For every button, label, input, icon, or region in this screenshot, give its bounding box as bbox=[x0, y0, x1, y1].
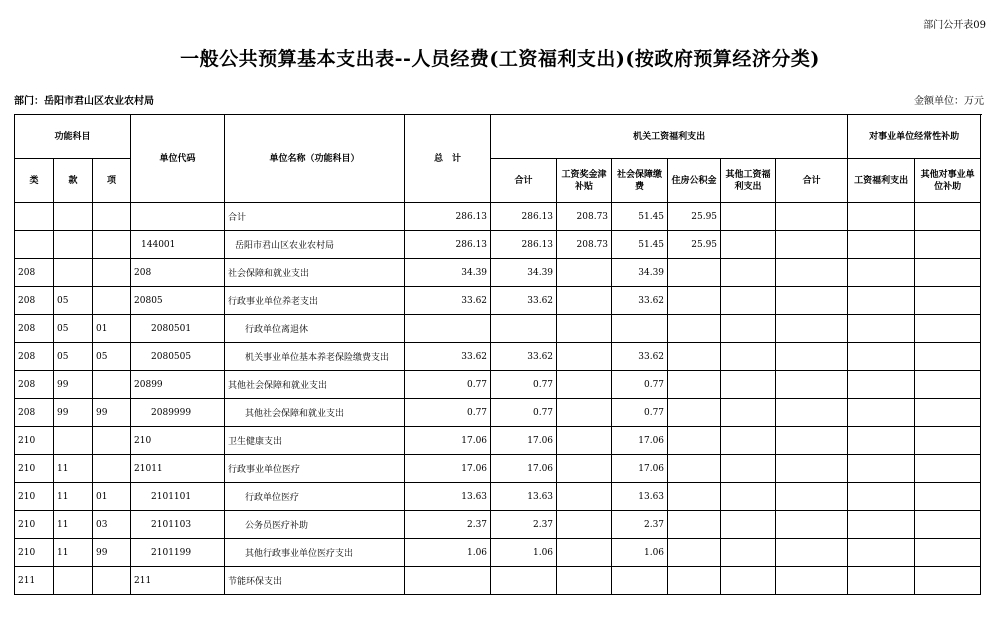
cell-total bbox=[405, 567, 491, 595]
cell-org-bonus: 208.73 bbox=[557, 203, 612, 231]
cell-org-total bbox=[491, 567, 557, 595]
cell-org-total: 2.37 bbox=[491, 511, 557, 539]
cell-org-other bbox=[721, 287, 776, 315]
cell-org-total bbox=[491, 315, 557, 343]
amount-unit-label: 金额单位：万元 bbox=[914, 96, 984, 107]
cell-kuan: 05 bbox=[54, 343, 93, 371]
cell-org-total: 0.77 bbox=[491, 371, 557, 399]
cell-lei: 210 bbox=[15, 483, 54, 511]
header-lei: 类 bbox=[15, 159, 54, 203]
header-org-total: 合计 bbox=[491, 159, 557, 203]
cell-unit-name: 其他行政事业单位医疗支出 bbox=[225, 539, 405, 567]
header-unit-code: 单位代码 bbox=[131, 115, 225, 203]
table-row bbox=[15, 455, 981, 483]
cell-org-housing bbox=[668, 371, 721, 399]
cell-org-total: 0.77 bbox=[491, 399, 557, 427]
cell-kuan: 11 bbox=[54, 483, 93, 511]
cell-org-housing bbox=[668, 511, 721, 539]
cell-org-social: 34.39 bbox=[612, 259, 668, 287]
cell-unit-code: 211 bbox=[131, 567, 225, 595]
cell-org-other bbox=[721, 567, 776, 595]
cell-org-housing bbox=[668, 399, 721, 427]
cell-total bbox=[405, 315, 491, 343]
cell-inst-other bbox=[915, 371, 981, 399]
cell-org-bonus: 208.73 bbox=[557, 231, 612, 259]
cell-org-other bbox=[721, 455, 776, 483]
cell-inst-other bbox=[915, 399, 981, 427]
cell-unit-name: 行政事业单位医疗 bbox=[225, 455, 405, 483]
cell-lei: 208 bbox=[15, 315, 54, 343]
cell-org-housing bbox=[668, 483, 721, 511]
cell-org-social: 13.63 bbox=[612, 483, 668, 511]
cell-lei: 208 bbox=[15, 287, 54, 315]
cell-kuan: 99 bbox=[54, 371, 93, 399]
cell-xiang: 05 bbox=[93, 343, 131, 371]
page-code: 部门公开表09 bbox=[923, 20, 986, 31]
cell-unit-code: 2080505 bbox=[131, 343, 225, 371]
cell-org-total: 17.06 bbox=[491, 455, 557, 483]
cell-org-bonus bbox=[557, 567, 612, 595]
cell-org-social: 17.06 bbox=[612, 455, 668, 483]
cell-org-bonus bbox=[557, 399, 612, 427]
cell-unit-code: 2101103 bbox=[131, 511, 225, 539]
cell-unit-code: 2101199 bbox=[131, 539, 225, 567]
cell-unit-name: 公务员医疗补助 bbox=[225, 511, 405, 539]
cell-inst-total bbox=[776, 203, 848, 231]
cell-org-bonus bbox=[557, 259, 612, 287]
header-org-other: 其他工资福利支出 bbox=[721, 159, 776, 203]
cell-org-other bbox=[721, 203, 776, 231]
cell-xiang bbox=[93, 427, 131, 455]
cell-lei: 210 bbox=[15, 511, 54, 539]
table-row bbox=[15, 399, 981, 427]
cell-xiang bbox=[93, 455, 131, 483]
cell-total: 0.77 bbox=[405, 399, 491, 427]
cell-inst-total bbox=[776, 371, 848, 399]
cell-kuan bbox=[54, 427, 93, 455]
header-inst-total: 合计 bbox=[776, 159, 848, 203]
cell-org-total: 33.62 bbox=[491, 343, 557, 371]
cell-xiang bbox=[93, 287, 131, 315]
cell-org-housing bbox=[668, 427, 721, 455]
cell-xiang bbox=[93, 567, 131, 595]
cell-org-other bbox=[721, 399, 776, 427]
cell-total: 17.06 bbox=[405, 427, 491, 455]
cell-org-housing bbox=[668, 315, 721, 343]
cell-org-bonus bbox=[557, 427, 612, 455]
cell-inst-other bbox=[915, 567, 981, 595]
cell-org-social bbox=[612, 567, 668, 595]
cell-org-housing bbox=[668, 343, 721, 371]
cell-inst-other bbox=[915, 287, 981, 315]
cell-org-social: 0.77 bbox=[612, 371, 668, 399]
table-row bbox=[15, 315, 981, 343]
cell-kuan: 11 bbox=[54, 455, 93, 483]
cell-lei: 208 bbox=[15, 399, 54, 427]
cell-org-bonus bbox=[557, 343, 612, 371]
header-inst-group: 对事业单位经常性补助 bbox=[848, 115, 981, 159]
cell-kuan bbox=[54, 567, 93, 595]
header-org-social: 社会保障缴费 bbox=[612, 159, 668, 203]
cell-org-housing bbox=[668, 287, 721, 315]
cell-kuan: 11 bbox=[54, 511, 93, 539]
cell-unit-name: 其他社会保障和就业支出 bbox=[225, 399, 405, 427]
cell-inst-other bbox=[915, 315, 981, 343]
cell-inst-total bbox=[776, 539, 848, 567]
page-title: 一般公共预算基本支出表--人员经费(工资福利支出)(按政府预算经济分类) bbox=[180, 48, 820, 70]
cell-inst-total bbox=[776, 231, 848, 259]
cell-total: 33.62 bbox=[405, 287, 491, 315]
cell-unit-code: 2089999 bbox=[131, 399, 225, 427]
cell-inst-wage bbox=[848, 427, 915, 455]
cell-xiang: 03 bbox=[93, 511, 131, 539]
cell-org-bonus bbox=[557, 287, 612, 315]
cell-unit-name: 行政单位离退休 bbox=[225, 315, 405, 343]
cell-org-social: 17.06 bbox=[612, 427, 668, 455]
cell-lei: 208 bbox=[15, 259, 54, 287]
cell-org-other bbox=[721, 483, 776, 511]
cell-org-total: 286.13 bbox=[491, 231, 557, 259]
cell-org-bonus bbox=[557, 511, 612, 539]
cell-lei: 208 bbox=[15, 343, 54, 371]
cell-org-housing: 25.95 bbox=[668, 231, 721, 259]
cell-total: 0.77 bbox=[405, 371, 491, 399]
cell-org-total: 34.39 bbox=[491, 259, 557, 287]
cell-unit-name: 行政事业单位养老支出 bbox=[225, 287, 405, 315]
cell-org-social: 2.37 bbox=[612, 511, 668, 539]
cell-inst-total bbox=[776, 567, 848, 595]
cell-inst-wage bbox=[848, 259, 915, 287]
cell-inst-wage bbox=[848, 231, 915, 259]
cell-unit-code: 21011 bbox=[131, 455, 225, 483]
table-row bbox=[15, 371, 981, 399]
cell-lei: 210 bbox=[15, 539, 54, 567]
cell-unit-name: 卫生健康支出 bbox=[225, 427, 405, 455]
cell-unit-name: 合计 bbox=[225, 203, 405, 231]
cell-inst-total bbox=[776, 259, 848, 287]
cell-unit-name: 社会保障和就业支出 bbox=[225, 259, 405, 287]
cell-unit-code: 144001 bbox=[131, 231, 225, 259]
header-org-housing: 住房公积金 bbox=[668, 159, 721, 203]
cell-org-other bbox=[721, 343, 776, 371]
cell-org-social: 0.77 bbox=[612, 399, 668, 427]
header-func-subject: 功能科目 bbox=[15, 115, 131, 159]
cell-total: 2.37 bbox=[405, 511, 491, 539]
cell-lei bbox=[15, 203, 54, 231]
cell-inst-wage bbox=[848, 287, 915, 315]
cell-unit-code: 2101101 bbox=[131, 483, 225, 511]
table-row bbox=[15, 511, 981, 539]
cell-org-bonus bbox=[557, 371, 612, 399]
cell-inst-total bbox=[776, 399, 848, 427]
cell-org-total: 13.63 bbox=[491, 483, 557, 511]
cell-org-social: 1.06 bbox=[612, 539, 668, 567]
header-inst-wage: 工资福利支出 bbox=[848, 159, 915, 203]
cell-unit-code: 2080501 bbox=[131, 315, 225, 343]
cell-inst-wage bbox=[848, 371, 915, 399]
cell-lei: 210 bbox=[15, 427, 54, 455]
cell-kuan: 99 bbox=[54, 399, 93, 427]
header-total: 总 计 bbox=[405, 115, 491, 203]
cell-kuan bbox=[54, 259, 93, 287]
cell-org-other bbox=[721, 511, 776, 539]
budget-table bbox=[14, 114, 981, 595]
cell-org-social: 33.62 bbox=[612, 343, 668, 371]
table-row bbox=[15, 483, 981, 511]
cell-inst-total bbox=[776, 483, 848, 511]
cell-org-other bbox=[721, 231, 776, 259]
cell-unit-code: 208 bbox=[131, 259, 225, 287]
cell-org-social: 51.45 bbox=[612, 203, 668, 231]
cell-xiang: 01 bbox=[93, 483, 131, 511]
cell-inst-wage bbox=[848, 203, 915, 231]
cell-org-total: 286.13 bbox=[491, 203, 557, 231]
cell-org-other bbox=[721, 539, 776, 567]
cell-inst-wage bbox=[848, 315, 915, 343]
cell-inst-total bbox=[776, 511, 848, 539]
cell-org-social: 51.45 bbox=[612, 231, 668, 259]
cell-unit-name: 岳阳市君山区农业农村局 bbox=[225, 231, 405, 259]
cell-org-housing bbox=[668, 567, 721, 595]
cell-inst-wage bbox=[848, 483, 915, 511]
cell-org-bonus bbox=[557, 455, 612, 483]
cell-inst-wage bbox=[848, 399, 915, 427]
cell-inst-other bbox=[915, 427, 981, 455]
cell-org-other bbox=[721, 371, 776, 399]
cell-inst-other bbox=[915, 511, 981, 539]
cell-xiang: 01 bbox=[93, 315, 131, 343]
cell-inst-other bbox=[915, 455, 981, 483]
cell-kuan: 05 bbox=[54, 287, 93, 315]
cell-unit-name: 其他社会保障和就业支出 bbox=[225, 371, 405, 399]
cell-inst-other bbox=[915, 483, 981, 511]
cell-inst-wage bbox=[848, 455, 915, 483]
table-row bbox=[15, 343, 981, 371]
cell-unit-code: 210 bbox=[131, 427, 225, 455]
cell-inst-other bbox=[915, 259, 981, 287]
cell-org-social: 33.62 bbox=[612, 287, 668, 315]
table-body bbox=[15, 203, 981, 595]
table-row bbox=[15, 203, 981, 231]
cell-total: 286.13 bbox=[405, 203, 491, 231]
cell-org-housing: 25.95 bbox=[668, 203, 721, 231]
cell-org-other bbox=[721, 315, 776, 343]
cell-xiang bbox=[93, 259, 131, 287]
cell-inst-total bbox=[776, 315, 848, 343]
cell-org-social bbox=[612, 315, 668, 343]
table-row bbox=[15, 539, 981, 567]
cell-lei: 211 bbox=[15, 567, 54, 595]
cell-kuan: 11 bbox=[54, 539, 93, 567]
cell-total: 17.06 bbox=[405, 455, 491, 483]
cell-inst-other bbox=[915, 343, 981, 371]
table-row bbox=[15, 427, 981, 455]
cell-xiang bbox=[93, 371, 131, 399]
cell-kuan: 05 bbox=[54, 315, 93, 343]
department-label: 部门：岳阳市君山区农业农村局 bbox=[14, 96, 154, 107]
cell-inst-wage bbox=[848, 343, 915, 371]
cell-org-bonus bbox=[557, 483, 612, 511]
cell-total: 34.39 bbox=[405, 259, 491, 287]
header-xiang: 项 bbox=[93, 159, 131, 203]
cell-inst-wage bbox=[848, 511, 915, 539]
cell-total: 33.62 bbox=[405, 343, 491, 371]
cell-inst-other bbox=[915, 231, 981, 259]
cell-org-other bbox=[721, 259, 776, 287]
header-kuan: 款 bbox=[54, 159, 93, 203]
header-org-bonus: 工资奖金津补贴 bbox=[557, 159, 612, 203]
cell-org-bonus bbox=[557, 315, 612, 343]
cell-unit-name: 行政单位医疗 bbox=[225, 483, 405, 511]
cell-total: 13.63 bbox=[405, 483, 491, 511]
cell-inst-total bbox=[776, 455, 848, 483]
cell-kuan bbox=[54, 231, 93, 259]
header-org-group: 机关工资福利支出 bbox=[491, 115, 848, 159]
table-row bbox=[15, 231, 981, 259]
cell-org-housing bbox=[668, 539, 721, 567]
cell-org-total: 17.06 bbox=[491, 427, 557, 455]
cell-xiang bbox=[93, 203, 131, 231]
table-row bbox=[15, 567, 981, 595]
cell-kuan bbox=[54, 203, 93, 231]
cell-inst-total bbox=[776, 427, 848, 455]
cell-total: 286.13 bbox=[405, 231, 491, 259]
cell-lei: 208 bbox=[15, 371, 54, 399]
cell-org-total: 1.06 bbox=[491, 539, 557, 567]
table-row bbox=[15, 287, 981, 315]
cell-org-other bbox=[721, 427, 776, 455]
cell-inst-total bbox=[776, 343, 848, 371]
cell-inst-wage bbox=[848, 567, 915, 595]
cell-xiang bbox=[93, 231, 131, 259]
header-unit-name: 单位名称（功能科目） bbox=[225, 115, 405, 203]
cell-unit-code bbox=[131, 203, 225, 231]
cell-unit-code: 20805 bbox=[131, 287, 225, 315]
table-row bbox=[15, 259, 981, 287]
cell-xiang: 99 bbox=[93, 539, 131, 567]
cell-org-total: 33.62 bbox=[491, 287, 557, 315]
cell-inst-other bbox=[915, 203, 981, 231]
cell-unit-code: 20899 bbox=[131, 371, 225, 399]
cell-inst-other bbox=[915, 539, 981, 567]
cell-org-bonus bbox=[557, 539, 612, 567]
cell-total: 1.06 bbox=[405, 539, 491, 567]
cell-lei bbox=[15, 231, 54, 259]
cell-inst-wage bbox=[848, 539, 915, 567]
cell-xiang: 99 bbox=[93, 399, 131, 427]
cell-lei: 210 bbox=[15, 455, 54, 483]
cell-unit-name: 节能环保支出 bbox=[225, 567, 405, 595]
cell-org-housing bbox=[668, 259, 721, 287]
cell-inst-total bbox=[776, 287, 848, 315]
cell-org-housing bbox=[668, 455, 721, 483]
cell-unit-name: 机关事业单位基本养老保险缴费支出 bbox=[225, 343, 405, 371]
header-inst-other: 其他对事业单位补助 bbox=[915, 159, 981, 203]
